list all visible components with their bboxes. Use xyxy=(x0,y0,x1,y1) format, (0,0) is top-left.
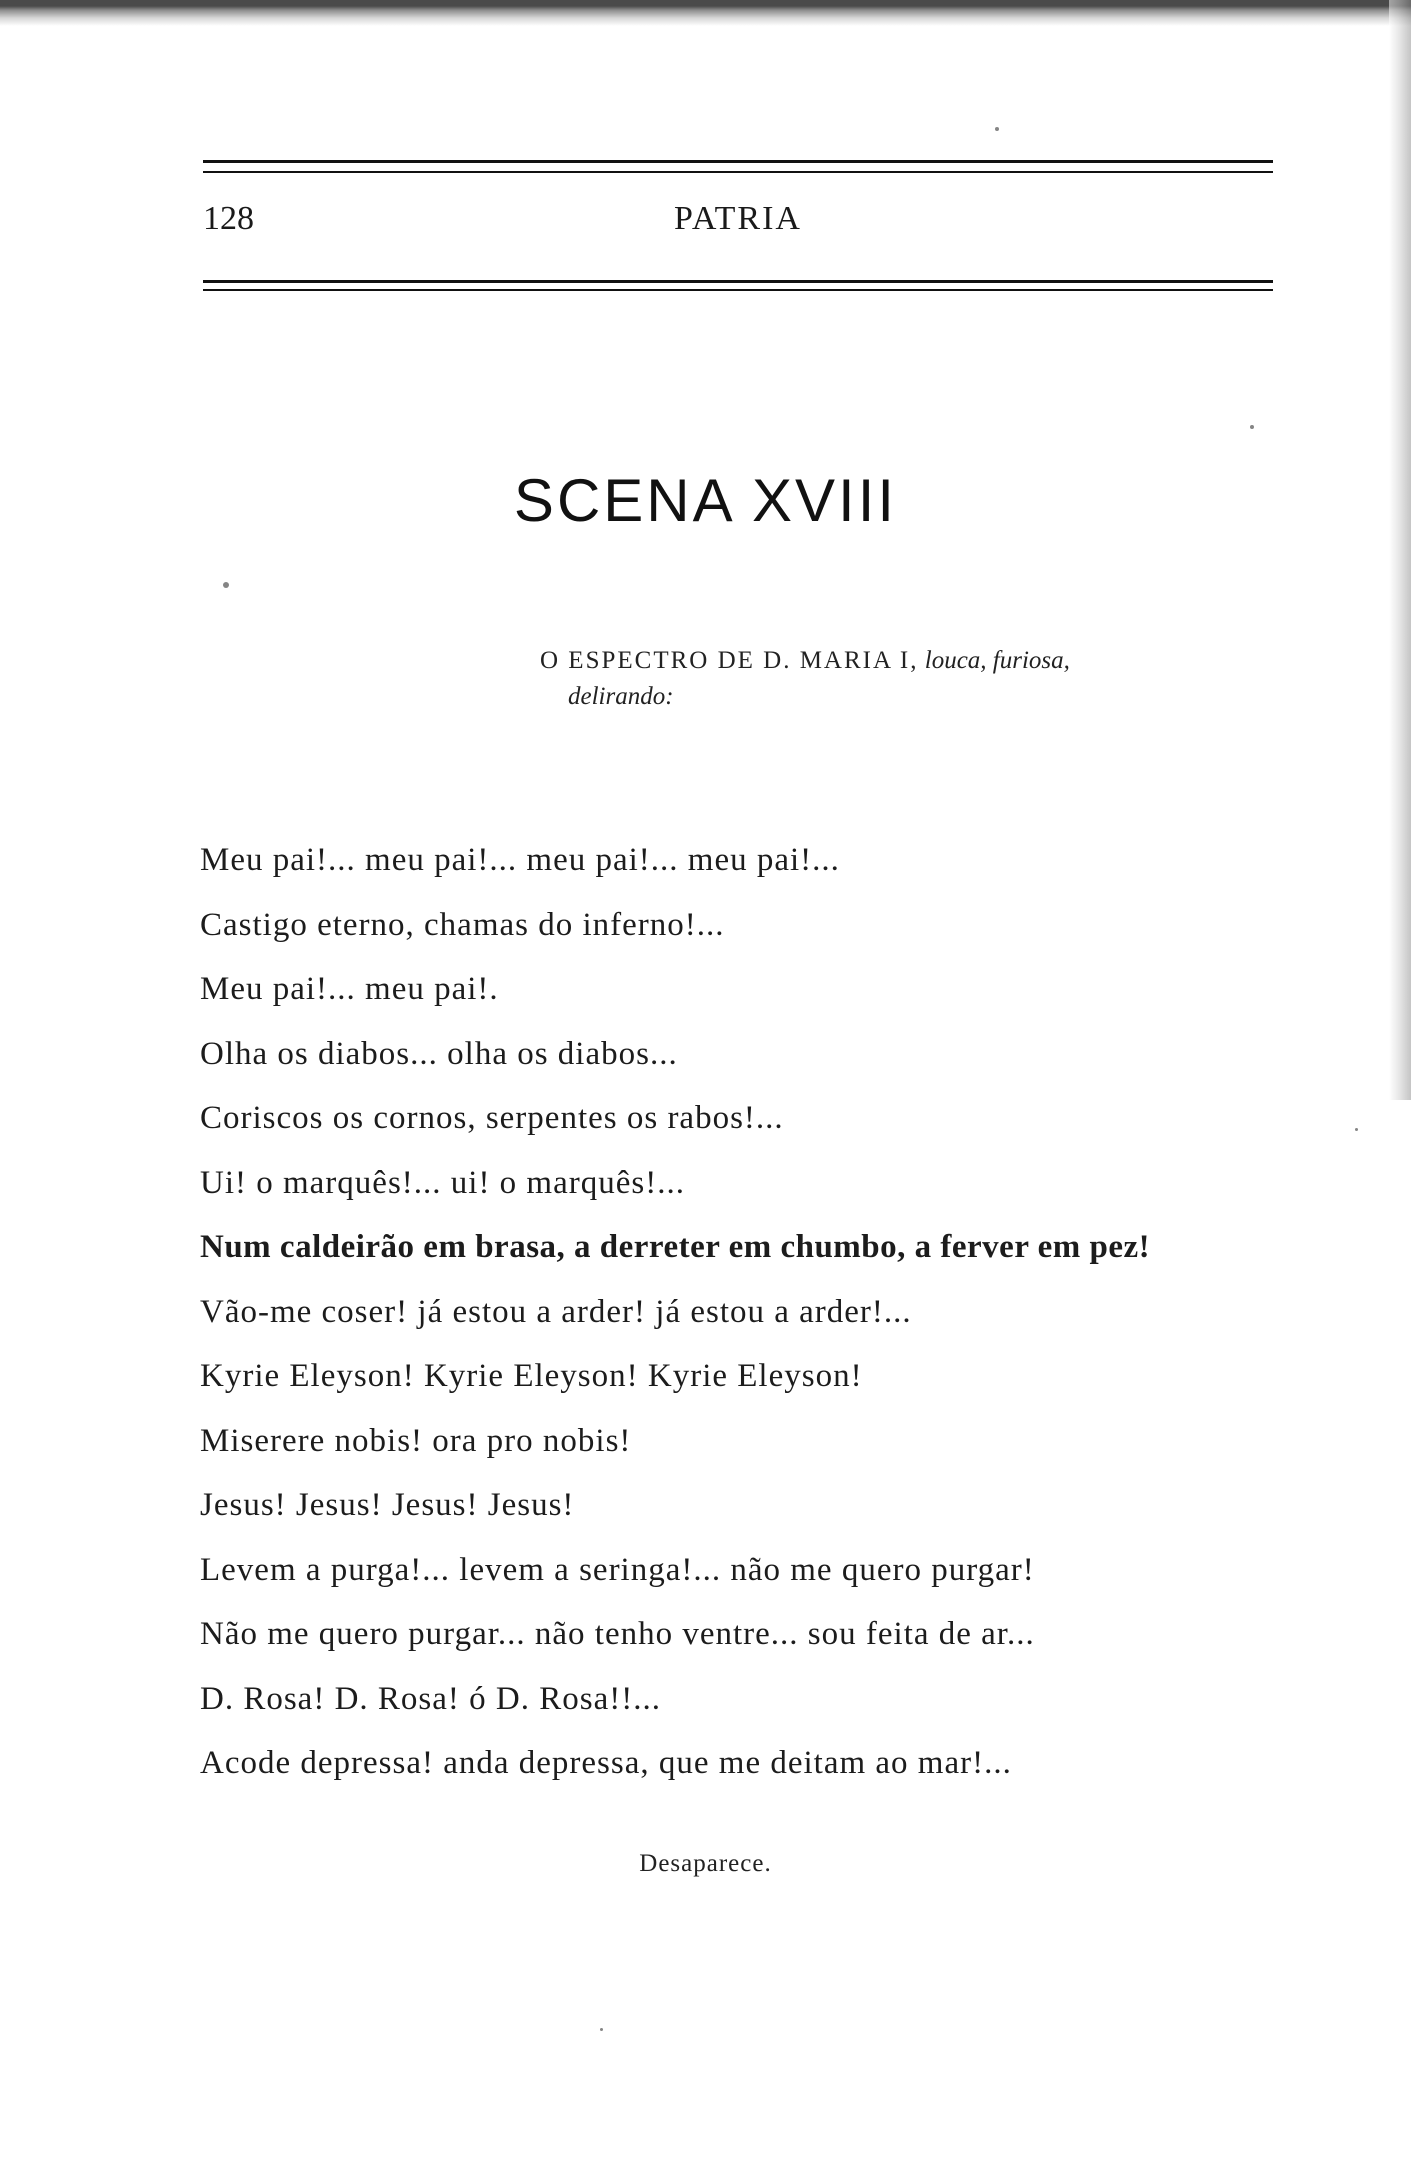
character-description-continued: delirando: xyxy=(568,683,674,710)
page-edge-shadow-right xyxy=(1389,0,1411,1100)
page-edge-shadow xyxy=(0,0,1411,26)
header-title: PATRIA xyxy=(674,200,802,237)
stage-direction xyxy=(540,643,1280,715)
verse-line: Vão-me coser! já estou a arder! já estou a arder!... xyxy=(200,1293,912,1330)
scene-title: SCENA XVIII xyxy=(513,467,898,534)
verse-line: Meu pai!... meu pai!... meu pai!... meu pai!... xyxy=(200,842,840,878)
verse-line: D. Rosa! D. Rosa! ó D. Rosa!!... xyxy=(200,1680,661,1717)
header-rule-top-thin xyxy=(203,171,1273,173)
running-header xyxy=(203,200,1273,250)
print-speck xyxy=(1250,425,1254,429)
verse-line: Meu pai!... meu pai!. xyxy=(200,971,499,1007)
stage-direction-line-1 xyxy=(540,643,1280,679)
verse-block xyxy=(200,828,1290,1796)
header-rule-bottom-thin xyxy=(203,289,1273,291)
verse-line: Coriscos os cornos, serpentes os rabos!... xyxy=(200,1100,784,1136)
verse-line: Levem a purga!... levem a seringa!... não me quero purgar! xyxy=(200,1551,1035,1588)
print-speck xyxy=(223,582,229,588)
verse-line: Ui! o marquês!... ui! o marquês!... xyxy=(200,1164,685,1201)
character-description: louca, furiosa, xyxy=(924,647,1070,674)
print-speck xyxy=(995,127,999,131)
header-rule-top xyxy=(203,160,1273,163)
verse-line: Kyrie Eleyson! Kyrie Eleyson! Kyrie Eleyson! xyxy=(200,1358,863,1394)
verse-line: Olha os diabos... olha os diabos... xyxy=(200,1035,678,1072)
page-number: 128 xyxy=(203,200,254,237)
verse-line: Miserere nobis! ora pro nobis! xyxy=(200,1422,632,1459)
header-rule-bottom xyxy=(203,280,1273,283)
verse-line: Jesus! Jesus! Jesus! Jesus! xyxy=(200,1487,575,1523)
print-speck xyxy=(1355,1128,1358,1131)
print-speck xyxy=(600,2028,603,2031)
verse-line: Num caldeirão em brasa, a derreter em chumbo, a ferver em pez! xyxy=(200,1229,1151,1265)
exit-stage-direction: Desaparece. xyxy=(639,1850,772,1877)
verse-line: Castigo eterno, chamas do inferno!... xyxy=(200,906,725,943)
character-name: O ESPECTRO DE D. MARIA I, xyxy=(540,647,919,674)
verse-line: Acode depressa! anda depressa, que me deitam ao mar!... xyxy=(200,1745,1012,1781)
verse-line: Não me quero purgar... não tenho ventre... sou feita de ar... xyxy=(200,1616,1035,1652)
